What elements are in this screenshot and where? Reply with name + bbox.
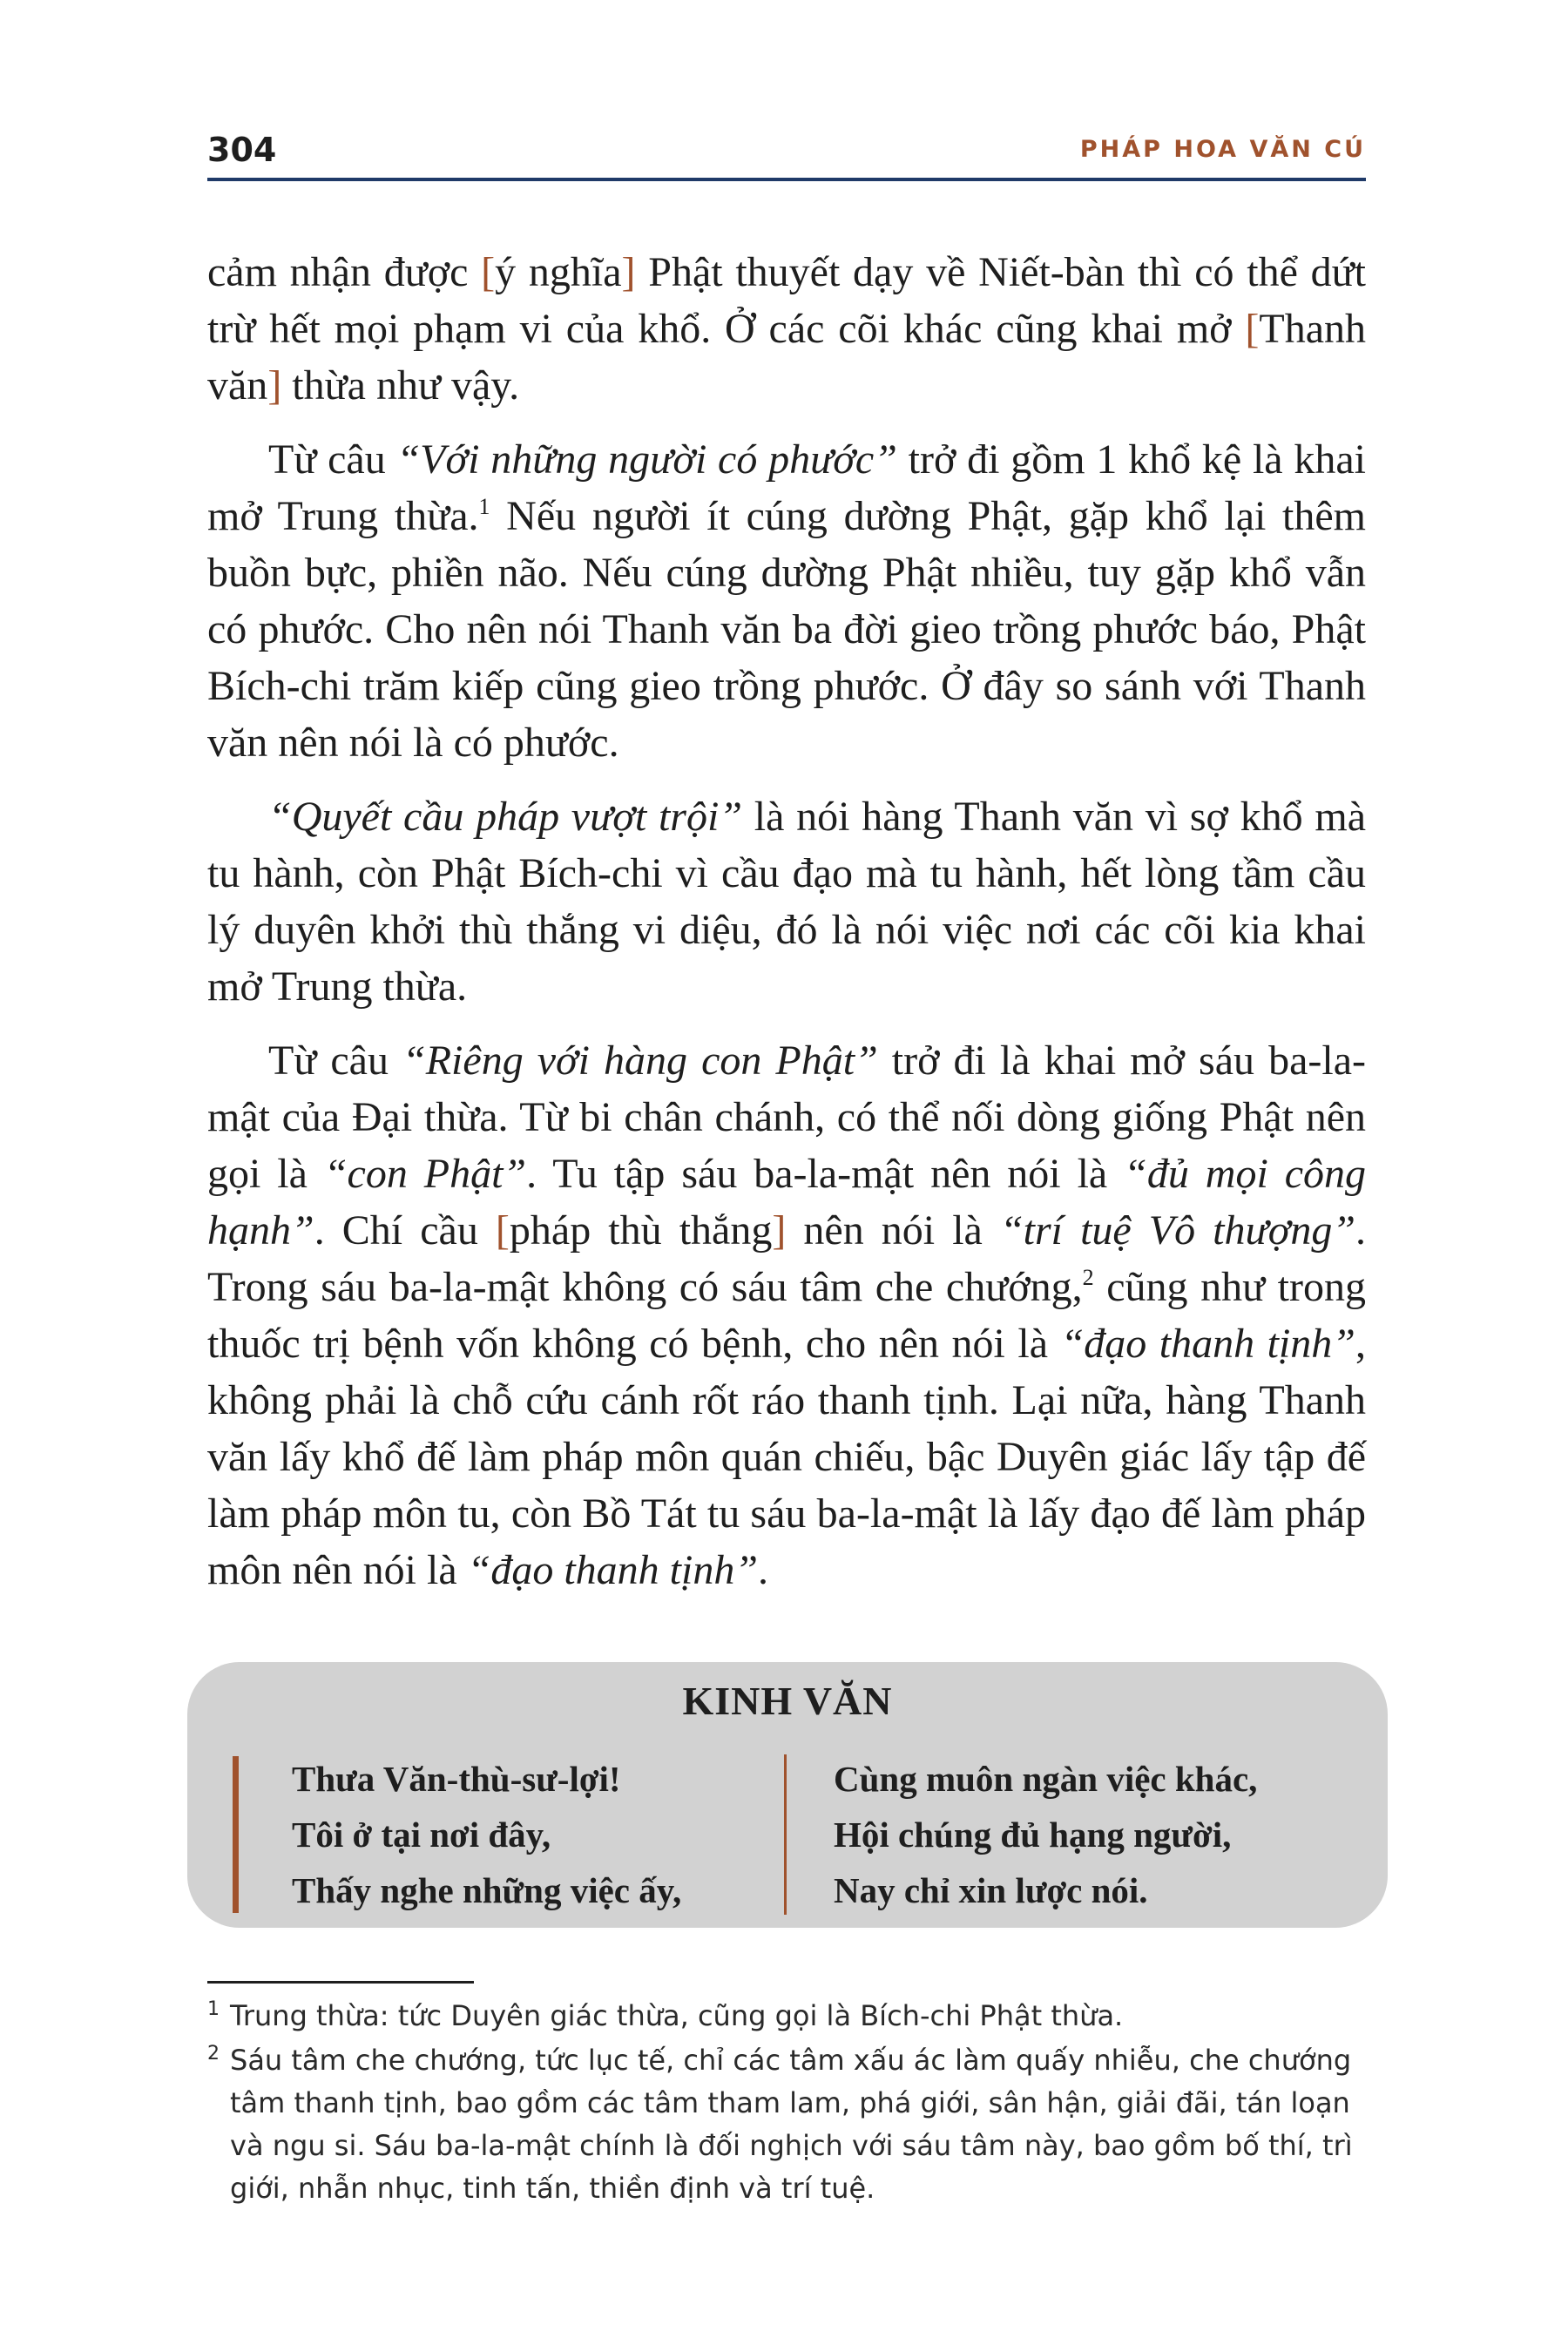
footnote-text: Trung thừa: tức Duyên giác thừa, cũng gọi là Bích-chi Phật thừa.: [230, 1999, 1124, 2032]
verse-line: Thấy nghe những việc ấy,: [292, 1870, 682, 1910]
footnotes: [207, 1995, 1366, 2212]
verse-right-column: [834, 1751, 1257, 1918]
quote: “Quyết cầu pháp vượt trội”: [268, 794, 743, 840]
text-run: trở đi gồm 1 khổ kệ là khai mở Trung thừa.: [207, 436, 1366, 539]
text-run: Thanh văn: [207, 306, 1366, 409]
footnote-ref-2[interactable]: 2: [1082, 1265, 1094, 1290]
text-run: thừa như vậy.: [281, 362, 520, 409]
footnote-rule: [207, 1981, 474, 1984]
scripture-verse-box: [187, 1662, 1388, 1928]
text-run: cũng như trong thuốc trị bệnh vốn không có bệnh, cho nên nói là: [207, 1264, 1366, 1367]
verse-line: Hội chúng đủ hạng người,: [834, 1815, 1232, 1855]
page-number: 304: [207, 131, 277, 169]
footnote-1: [207, 1995, 1366, 2038]
paragraph-3: [207, 788, 1366, 1015]
text-run: .: [758, 1547, 769, 1593]
bracket: ]: [621, 249, 636, 295]
page-header: [207, 122, 1366, 183]
verse-line: Nay chỉ xin lược nói.: [834, 1870, 1148, 1910]
quote: “đạo thanh tịnh”: [467, 1547, 759, 1593]
text-run: cảm nhận được: [207, 249, 482, 295]
text-run: . Tu tập sáu ba-la-mật nên nói là: [526, 1151, 1125, 1197]
quote: “Riêng với hàng con Phật”: [402, 1037, 878, 1084]
quote: “trí tuệ Vô thượng”: [999, 1207, 1356, 1254]
body-text: [207, 244, 1366, 1616]
header-rule: [207, 178, 1366, 181]
text-run: . Chí cầu: [314, 1207, 496, 1254]
running-title: PHÁP HOA VĂN CÚ: [1079, 136, 1366, 163]
text-run: Phật thuyết dạy về Niết-bàn thì có thể dứt trừ hết mọi phạm vi của khổ. Ở các cõi khác cũng khai mở: [207, 249, 1367, 352]
quote: “Với những người có phước”: [396, 436, 897, 483]
verse-left-column: [292, 1751, 681, 1918]
quote: “con Phật”: [323, 1151, 527, 1197]
text-run: pháp thù thắng: [509, 1207, 773, 1254]
verse-line: Cùng muôn ngàn việc khác,: [834, 1759, 1258, 1799]
text-run: Nếu người ít cúng dường Phật, gặp khổ lại thêm buồn bực, phiền não. Nếu cúng dường Phật nhiều, tuy gặp khổ vẫn có phước. Cho nên nói Thanh văn ba đời gieo trồng phước báo, Phật Bích-chi trăm kiếp cũng gieo trồng phước. Ở đây so sánh với Thanh văn nên nói là có phước.: [207, 493, 1367, 766]
footnote-2: [207, 2039, 1366, 2210]
verse-line: Thưa Văn-thù-sư-lợi!: [292, 1759, 621, 1799]
text-run: là nói hàng Thanh văn vì sợ khổ mà tu hành, còn Phật Bích-chi vì cầu đạo mà tu hành, hết lòng tầm cầu lý duyên khởi thù thắng vi diệu, đó là nói việc nơi các cõi kia khai mở Trung thừa.: [207, 794, 1367, 1010]
text-run: , không phải là chỗ cứu cánh rốt ráo thanh tịnh. Lại nữa, hàng Thanh văn lấy khổ đế làm pháp môn quán chiếu, bậc Duyên giác lấy tập đế làm pháp môn tu, còn Bồ Tát tu sáu ba-la-mật là lấy đạo đế làm pháp môn nên nói là: [207, 1321, 1367, 1593]
text-run: Từ câu: [268, 436, 397, 483]
bracket: ]: [772, 1207, 787, 1254]
text-run: Từ câu: [268, 1037, 403, 1084]
text-run: . Trong sáu ba-la-mật không có sáu tâm che chướng,: [207, 1207, 1367, 1310]
text-run: nên nói là: [786, 1207, 1000, 1254]
verse-left-bar: [233, 1756, 239, 1913]
quote: “đủ mọi công hạnh”: [207, 1151, 1367, 1254]
bracket: [: [495, 1207, 510, 1254]
footnote-mark: 1: [207, 1998, 220, 2020]
footnote-mark: 2: [207, 2043, 220, 2065]
bracket: [: [481, 249, 496, 295]
text-run: ý nghĩa: [495, 249, 622, 295]
quote: “đạo thanh tịnh”: [1060, 1321, 1356, 1367]
paragraph-2: [207, 431, 1366, 771]
paragraph-1: [207, 244, 1366, 414]
bracket: [: [1245, 306, 1260, 352]
verse-line: Tôi ở tại nơi đây,: [292, 1815, 551, 1855]
footnote-ref-1[interactable]: 1: [478, 494, 490, 519]
verse-title: KINH VĂN: [682, 1679, 893, 1723]
footnote-text: Sáu tâm che chướng, tức lục tế, chỉ các tâm xấu ác làm quấy nhiễu, che chướng tâm thanh tịnh, bao gồm các tâm tham lam, phá giới, sân hận, giải đãi, tán loạn và ngu si. Sáu ba-la-mật chính là đối nghịch với sáu tâm này, bao gồm bố thí, trì giới, nhẫn nhục, tinh tấn, thiền định và trí tuệ.: [230, 2044, 1353, 2205]
bracket: ]: [267, 362, 282, 409]
verse-divider: [784, 1754, 787, 1915]
text-run: trở đi là khai mở sáu ba-la-mật của Đại thừa. Từ bi chân chánh, có thể nối dòng giống Phật nên gọi là: [207, 1037, 1366, 1197]
paragraph-4: [207, 1032, 1366, 1598]
